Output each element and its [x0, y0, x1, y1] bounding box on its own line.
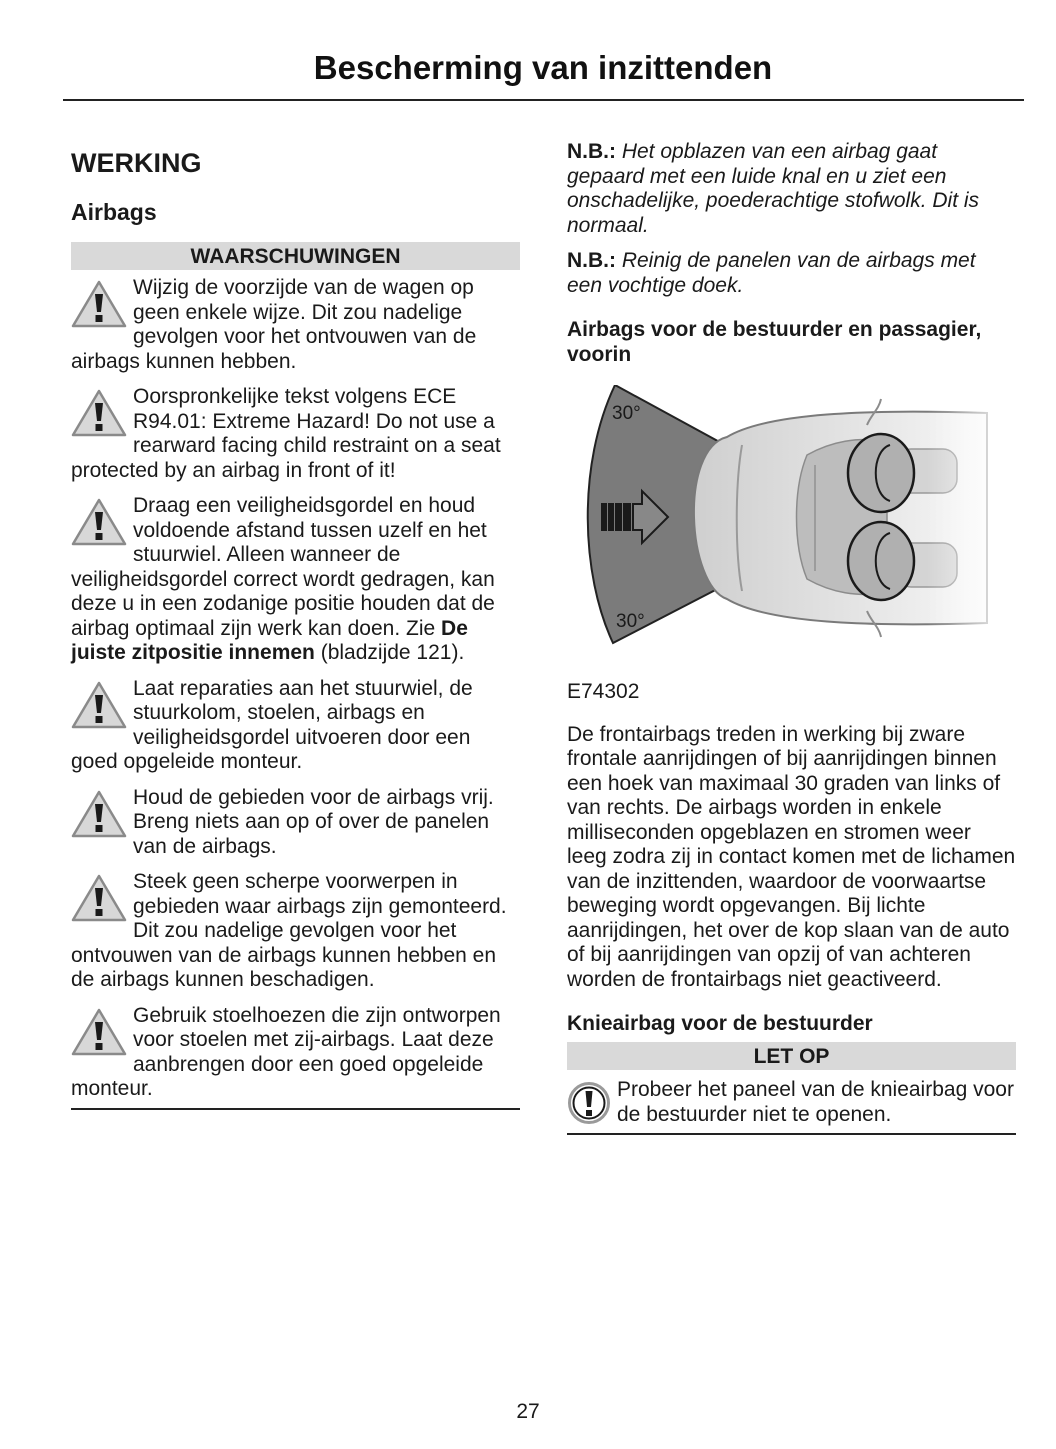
- warning-triangle-icon: [71, 388, 127, 438]
- note: [567, 249, 1016, 298]
- front-airbags-heading: Airbags voor de bestuurder en passagier, voorin: [567, 318, 982, 366]
- angle-label-bottom: 30°: [616, 611, 645, 632]
- warning-item: [71, 677, 520, 775]
- warning-item: [71, 385, 520, 483]
- warning-item: [71, 1004, 520, 1102]
- note-text: Reinig de panelen van de airbags met een vochtige doek.: [567, 249, 976, 297]
- warning-item: [71, 870, 520, 993]
- knee-airbag-heading: Knieairbag voor de bestuurder: [567, 1012, 873, 1035]
- warning-item: [71, 494, 520, 666]
- page-number: 27: [516, 1400, 540, 1423]
- page-title: Bescherming van inzittenden: [313, 49, 773, 86]
- section-end-rule: [71, 1108, 520, 1110]
- title-rule: [63, 99, 1024, 101]
- cross-reference-link[interactable]: De juiste zitpositie innemen: [71, 616, 468, 664]
- warning-text-main: Draag een veiligheidsgordel en houd voldoende afstand tussen uzelf en het stuurwiel. Alleen wanneer de veiligheidsgordel correct wordt gedragen, kan deze u in een zodanige positie houden dat de airbag optimaal zijn werk kan doen. Zie: [71, 494, 495, 640]
- warning-item: [71, 786, 520, 860]
- note-label: N.B.:: [567, 249, 616, 272]
- passenger-airbag-icon: [848, 522, 914, 600]
- warning-triangle-icon: [71, 497, 127, 547]
- warning-text: Wijzig de voorzijde van de wagen op geen enkele wijze. Dit zou nadelige gevolgen voor het ontvouwen van de airbags kunnen hebben.: [71, 276, 477, 373]
- warning-text: Houd de gebieden voor de airbags vrij. Breng niets aan op of over de panelen van de airbags.: [133, 785, 494, 858]
- warning-text: [71, 494, 520, 666]
- body-paragraph: De frontairbags treden in werking bij zware frontale aanrijdingen of bij aanrijdingen binnen een hoek van maximaal 30 graden van links of van rechts. De airbags worden in enkele milliseconden opgeblazen en stromen weer leeg zodra zij in contact komen met de lichamen van de inzittenden, waardoor de voorwaartse beweging wordt opgevangen. Bij lichte aanrijdingen, het over de kop slaan van de auto of bij aanrijdingen van opzij of van achteren worden de frontairbags niet geactiveerd.: [567, 722, 1016, 991]
- warning-triangle-icon: [71, 1007, 127, 1057]
- section-end-rule: [567, 1133, 1016, 1135]
- warning-triangle-icon: [71, 873, 127, 923]
- warning-item: [71, 276, 520, 374]
- page-reference: (bladzijde 121).: [314, 641, 465, 664]
- warning-triangle-icon: [71, 279, 127, 329]
- warning-triangle-icon: [71, 789, 127, 839]
- caution-text: Probeer het paneel van de knieairbag voor de bestuurder niet te openen.: [617, 1078, 1014, 1126]
- warning-text: Gebruik stoelhoezen die zijn ontworpen voor stoelen met zij-airbags. Laat deze aanbrengen door een goed opgeleide monteur.: [71, 1003, 501, 1100]
- warning-text: Oorspronkelijke tekst volgens ECE R94.01: Extreme Hazard! Do not use a rearward facing child restraint on a seat protected by an airbag in front of it!: [71, 385, 501, 482]
- airbag-deployment-figure: [567, 385, 1016, 655]
- subsection-heading: Airbags: [71, 199, 157, 225]
- warning-triangle-icon: [71, 680, 127, 730]
- left-column: [71, 140, 520, 1110]
- section-heading: WERKING: [71, 148, 202, 178]
- note: [567, 140, 1016, 238]
- caution-band: LET OP: [567, 1042, 1016, 1070]
- angle-label-top: 30°: [612, 403, 641, 424]
- caution-exclamation-icon: [567, 1081, 611, 1125]
- warnings-band: WAARSCHUWINGEN: [71, 242, 520, 270]
- warning-text: Laat reparaties aan het stuurwiel, de stuurkolom, stoelen, airbags en veiligheidsgordel uitvoeren door een goed opgeleide monteur.: [71, 676, 473, 773]
- figure-code: E74302: [567, 680, 640, 703]
- note-text: Het opblazen van een airbag gaat gepaard met een luide knal en u ziet een onschadelijke, poederachtige stofwolk. Dit is normaal.: [567, 140, 980, 237]
- caution-item: [567, 1078, 1016, 1127]
- warning-text: Steek geen scherpe voorwerpen in gebieden waar airbags zijn gemonteerd. Dit zou nadelige gevolgen voor het ontvouwen van de airbags kunnen hebben en de airbags kunnen beschadigen.: [71, 870, 507, 991]
- right-column: [567, 140, 1016, 1135]
- driver-airbag-icon: [848, 434, 914, 512]
- note-label: N.B.:: [567, 140, 616, 163]
